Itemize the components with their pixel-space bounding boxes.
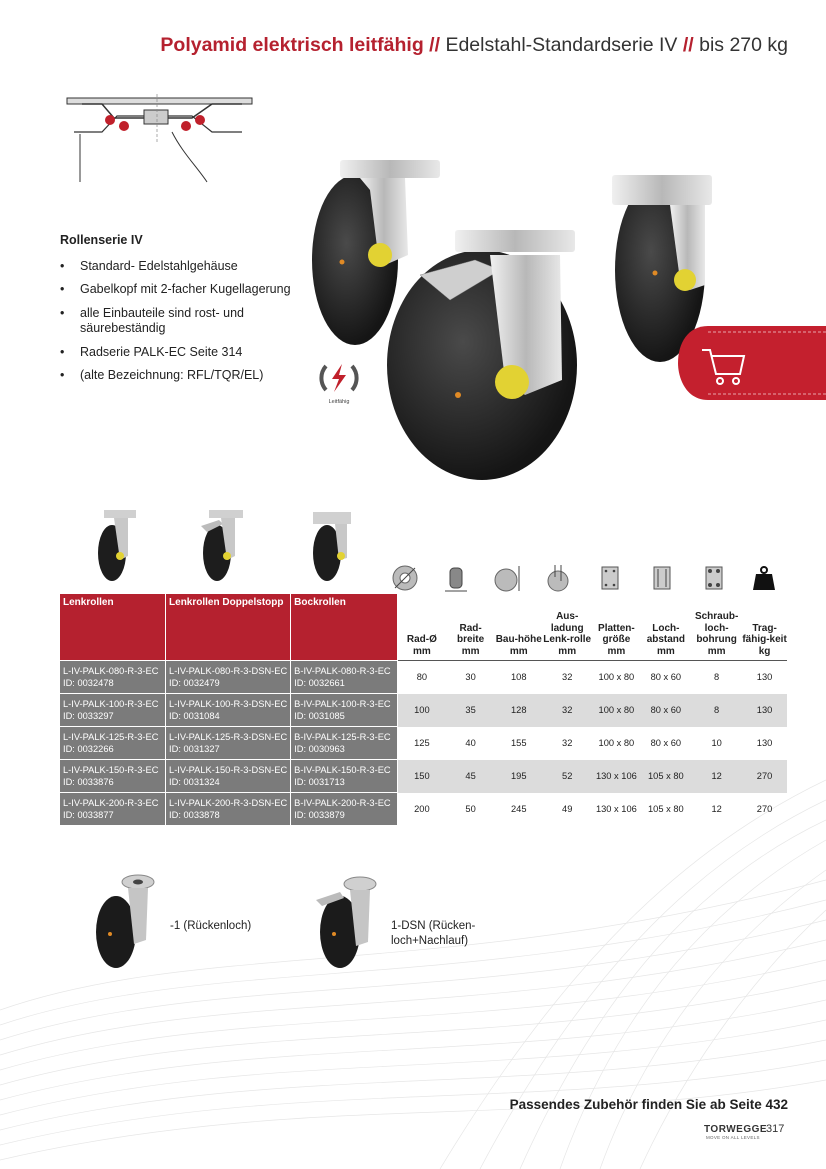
variant-label-back-hole-trail: [391, 919, 475, 949]
article-cell: [166, 694, 291, 727]
spec-table: [60, 594, 787, 825]
header-hole-spacing: Loch-abstand mm: [641, 594, 691, 661]
article-cell: [291, 760, 398, 793]
value-cell: 270: [742, 760, 787, 793]
article-number: L-IV-PALK-125-R-3-EC: [63, 731, 159, 742]
features-block: [60, 233, 300, 392]
article-number: L-IV-PALK-200-R-3-DSN-EC: [169, 797, 288, 808]
table-header-row: [60, 594, 787, 661]
thumb-swivel-brake: [195, 508, 255, 583]
height-icon: [482, 558, 532, 598]
article-cell: [60, 760, 166, 793]
value-cell: 45: [446, 760, 495, 793]
article-id: ID: 0032479: [169, 678, 220, 688]
value-cell: 125: [414, 738, 430, 748]
conductive-label: Leitfähig: [328, 399, 350, 405]
article-number: L-IV-PALK-125-R-3-DSN-EC: [169, 731, 288, 742]
feature-item: • Standard- Edelstahlgehäuse: [60, 259, 300, 275]
header-wheel-width: Rad-breite mm: [446, 594, 495, 661]
article-number: B-IV-PALK-150-R-3-EC: [294, 764, 391, 775]
thumb-swivel: [92, 508, 142, 583]
article-cell: [291, 661, 398, 694]
article-number: L-IV-PALK-100-R-3-DSN-EC: [169, 698, 288, 709]
article-cell: [60, 727, 166, 760]
value-cell: 35: [446, 694, 495, 727]
value-cell: 130: [742, 694, 787, 727]
article-id: ID: 0031085: [294, 711, 345, 721]
value-cell: 270: [756, 803, 773, 814]
article-id: ID: 0032478: [63, 678, 114, 688]
value-cell: 100 x 80: [592, 694, 641, 727]
features-heading: Rollenserie IV: [60, 233, 143, 247]
value-cell: 52: [542, 760, 592, 793]
title-capacity: bis 270 kg: [699, 34, 788, 56]
header-height: Bau-höhe mm: [495, 594, 542, 661]
value-cell: 130: [756, 672, 773, 683]
article-id: ID: 0031324: [169, 777, 220, 787]
value-cell: 8: [714, 672, 720, 683]
header-swivel: Lenkrollen: [60, 594, 166, 661]
article-cell: [291, 727, 398, 760]
value-cell: 49: [562, 803, 573, 814]
value-cell: 195: [495, 760, 542, 793]
value-cell: 105 x 80: [641, 760, 691, 793]
thumb-rigid: [305, 508, 360, 583]
article-id: ID: 0031713: [294, 777, 345, 787]
value-cell: 128: [495, 694, 542, 727]
value-cell: 80 x 60: [641, 694, 691, 727]
table-row: [60, 727, 787, 760]
value-cell: 80 x 60: [650, 672, 682, 683]
shop-ribbon[interactable]: [678, 318, 826, 408]
table-row: [60, 661, 787, 694]
weight-icon: [740, 558, 787, 598]
article-number: L-IV-PALK-200-R-3-EC: [63, 797, 159, 808]
article-id: ID: 0031327: [169, 744, 220, 754]
article-cell: [291, 793, 398, 826]
article-number: L-IV-PALK-150-R-3-EC: [63, 764, 159, 775]
article-cell: [60, 661, 166, 694]
value-cell: 12: [711, 803, 722, 814]
hole-spacing-icon: [636, 558, 688, 598]
page-title: [0, 34, 788, 57]
variant-label-line: loch+Nachlauf): [391, 935, 469, 947]
accessory-note: Passendes Zubehör finden Sie ab Seite 432: [509, 1097, 788, 1112]
title-material: Polyamid elektrisch leitfähig: [160, 34, 424, 56]
bolt-hole-icon: [688, 558, 740, 598]
article-number: B-IV-PALK-100-R-3-EC: [294, 698, 391, 709]
value-cell: 100 x 80: [598, 738, 635, 748]
table-row: [60, 793, 787, 826]
feature-item: • alle Einbauteile sind rost- und säurebeständig: [60, 306, 300, 337]
value-cell: 32: [542, 694, 592, 727]
wheel-diameter-icon: [380, 558, 430, 598]
feature-item: • (alte Bezeichnung: RFL/TQR/EL): [60, 368, 300, 384]
header-wheel-diameter: Rad-Ø mm: [397, 594, 446, 661]
header-offset: Aus-ladung Lenk-rolle mm: [542, 594, 592, 661]
value-cell: 108: [510, 672, 527, 683]
product-image-main: [300, 150, 720, 480]
value-cell: 8: [691, 694, 742, 727]
value-cell: 100: [397, 694, 446, 727]
header-rigid: Bockrollen: [291, 594, 398, 661]
article-cell: [166, 760, 291, 793]
title-series: Edelstahl-Standardserie IV: [445, 34, 678, 56]
value-cell: 32: [562, 672, 573, 683]
article-id: ID: 0030963: [294, 744, 345, 754]
article-number: L-IV-PALK-100-R-3-EC: [63, 698, 159, 709]
header-bolt-hole: Schraub-loch-bohrung mm: [691, 594, 742, 661]
value-cell: 50: [465, 803, 476, 814]
offset-icon: [532, 558, 584, 598]
value-cell: 200: [414, 803, 430, 814]
cross-section-drawing: [62, 92, 262, 187]
brand-logo: TORWEGGE: [704, 1124, 768, 1135]
value-cell: 100 x 80: [598, 672, 635, 683]
title-separator: //: [682, 34, 694, 56]
article-id: ID: 0033877: [63, 810, 114, 820]
article-number: B-IV-PALK-125-R-3-EC: [294, 731, 391, 742]
table-row: [60, 760, 787, 793]
value-cell: 245: [510, 803, 527, 814]
value-cell: 130 x 106: [595, 803, 637, 814]
article-id: ID: 0032266: [63, 744, 114, 754]
value-cell: 130 x 106: [592, 760, 641, 793]
value-cell: 80 x 60: [650, 738, 682, 748]
value-cell: 130: [756, 738, 773, 748]
table-row: [60, 694, 787, 727]
value-cell: 12: [691, 760, 742, 793]
value-cell: 150: [397, 760, 446, 793]
variant-label-line: 1-DSN (Rücken-: [391, 920, 476, 932]
header-swivel-brake: Lenkrollen Doppelstopp: [166, 594, 291, 661]
article-id: ID: 0031084: [169, 711, 220, 721]
article-cell: [60, 694, 166, 727]
value-cell: 80: [416, 672, 428, 683]
wheel-width-icon: [430, 558, 482, 598]
title-separator: //: [429, 34, 441, 56]
plate-size-icon: [584, 558, 636, 598]
article-id: ID: 0033879: [294, 810, 345, 820]
article-id: ID: 0033876: [63, 777, 114, 787]
value-cell: 32: [562, 738, 573, 748]
value-cell: 30: [465, 672, 476, 683]
page-number: 317: [766, 1123, 785, 1135]
value-cell: 105 x 80: [648, 803, 684, 814]
header-plate-size: Platten-größe mm: [592, 594, 641, 661]
article-id: ID: 0033297: [63, 711, 114, 721]
variant-image-back-hole: [92, 870, 162, 970]
article-cell: [166, 661, 291, 694]
article-cell: [166, 727, 291, 760]
article-cell: [60, 793, 166, 826]
article-number: B-IV-PALK-200-R-3-EC: [294, 797, 391, 808]
article-id: ID: 0033878: [169, 810, 220, 820]
article-number: L-IV-PALK-080-R-3-EC: [63, 665, 159, 676]
brand-tagline: MOVE ON ALL LEVELS: [706, 1135, 760, 1140]
article-number: B-IV-PALK-080-R-3-EC: [294, 665, 391, 676]
article-number: L-IV-PALK-080-R-3-DSN-EC: [169, 665, 288, 676]
article-number: L-IV-PALK-150-R-3-DSN-EC: [169, 764, 288, 775]
value-cell: 40: [465, 738, 476, 748]
article-id: ID: 0032661: [294, 678, 345, 688]
value-cell: 10: [711, 738, 722, 748]
variant-label-back-hole: -1 (Rückenloch): [170, 920, 252, 932]
article-cell: [166, 793, 291, 826]
column-icons: [380, 558, 787, 598]
article-cell: [291, 694, 398, 727]
feature-item: • Gabelkopf mit 2-facher Kugellagerung: [60, 282, 300, 298]
header-load-capacity: Trag-fähig-keit kg: [742, 594, 787, 661]
feature-item: • Radserie PALK-EC Seite 314: [60, 345, 300, 361]
value-cell: 155: [510, 738, 527, 748]
variant-image-back-hole-trail: [312, 872, 387, 972]
